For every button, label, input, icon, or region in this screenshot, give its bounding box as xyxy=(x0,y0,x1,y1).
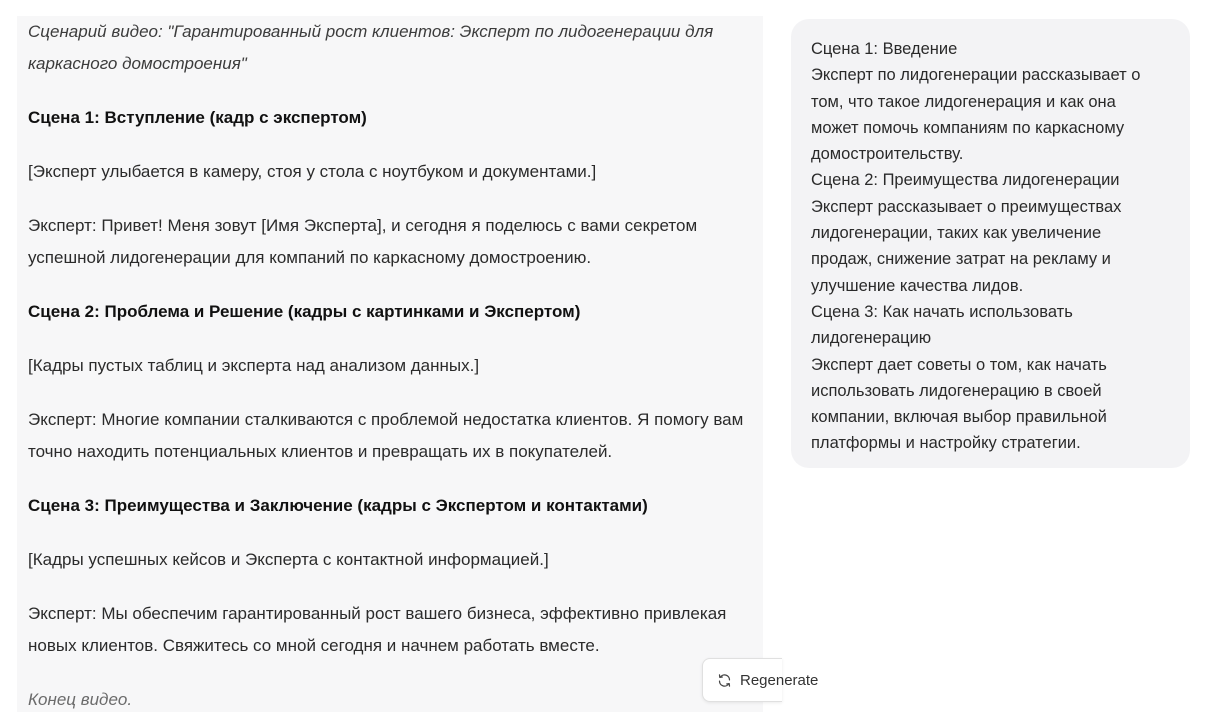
scene-3-heading-text: Преимущества и Заключение (кадры с Экспертом и контактами) xyxy=(99,496,648,515)
user-message-line: Сцена 1: Введение xyxy=(811,40,958,58)
scene-2-speech: Эксперт: Многие компании сталкиваются с проблемой недостатка клиентов. Я помогу вам точно находить потенциальных клиентов и превращать их в покупателей. xyxy=(28,410,744,461)
scene-1-speech: Эксперт: Привет! Меня зовут [Имя Эксперта], и сегодня я поделюсь с вами секретом успешной лидогенерации для компаний по каркасному домостроению. xyxy=(28,216,698,267)
script-outro: Конец видео. xyxy=(28,690,133,709)
user-message-line: Сцена 3: Как начать использовать xyxy=(811,302,1073,321)
regenerate-label: Regenerate xyxy=(740,671,819,689)
scene-3-speech: Эксперт: Мы обеспечим гарантированный рост вашего бизнеса, эффективно привлекая новых клиентов. Свяжитесь со мной сегодня и начнем работать вместе. xyxy=(28,604,727,655)
user-message-line: улучшение качества лидов. xyxy=(811,276,1024,295)
scene-1-heading-prefix: Сцена 1: xyxy=(28,108,100,127)
user-message-line: может помочь компаниям по каркасному xyxy=(811,118,1125,137)
user-message-line: использовать лидогенерацию в своей xyxy=(811,381,1102,400)
scene-1-heading xyxy=(28,102,758,134)
scene-3-heading xyxy=(28,490,758,522)
user-message-line: Эксперт дает советы о том, как начать xyxy=(811,355,1107,374)
response-content xyxy=(28,16,758,716)
user-message-line: платформы и настройку стратегии. xyxy=(811,434,1081,453)
scene-1-heading-text: Вступление (кадр с экспертом) xyxy=(99,108,367,127)
user-message-line: домостроительству. xyxy=(811,145,964,164)
user-message-line: том, что такое лидогенерация и как она xyxy=(811,92,1116,111)
scene-3-heading-prefix: Сцена 3: xyxy=(28,496,100,515)
user-message-line: лидогенерации, таких как увеличение xyxy=(811,224,1102,243)
user-message xyxy=(791,19,1190,468)
scene-1-shot: [Эксперт улыбается в камеру, стоя у стола с ноутбуком и документами.] xyxy=(28,162,597,181)
scene-2-heading-prefix: Сцена 2: xyxy=(28,302,100,321)
script-title: Сценарий видео: "Гарантированный рост клиентов: Эксперт по лидогенерации для каркасного домостроения" xyxy=(28,22,714,73)
user-message-line: компании, включая выбор правильной xyxy=(811,408,1107,427)
user-message-line: Сцена 2: Преимущества лидогенерации xyxy=(811,171,1120,190)
scene-2-shot: [Кадры пустых таблиц и эксперта над анализом данных.] xyxy=(28,356,480,375)
user-message-line: продаж, снижение затрат на рекламу и xyxy=(811,250,1111,269)
scene-2-heading xyxy=(28,296,758,328)
regenerate-button[interactable] xyxy=(702,658,819,702)
refresh-icon xyxy=(717,673,732,688)
assistant-response xyxy=(17,16,763,712)
scene-2-heading-text: Проблема и Решение (кадры с картинками и Экспертом) xyxy=(99,302,581,321)
scene-3-shot: [Кадры успешных кейсов и Эксперта с контактной информацией.] xyxy=(28,550,549,569)
user-message-line: Эксперт рассказывает о преимуществах xyxy=(811,197,1122,216)
user-message-line: Эксперт по лидогенерации рассказывает о xyxy=(811,66,1141,85)
user-message-line: лидогенерацию xyxy=(811,329,932,348)
